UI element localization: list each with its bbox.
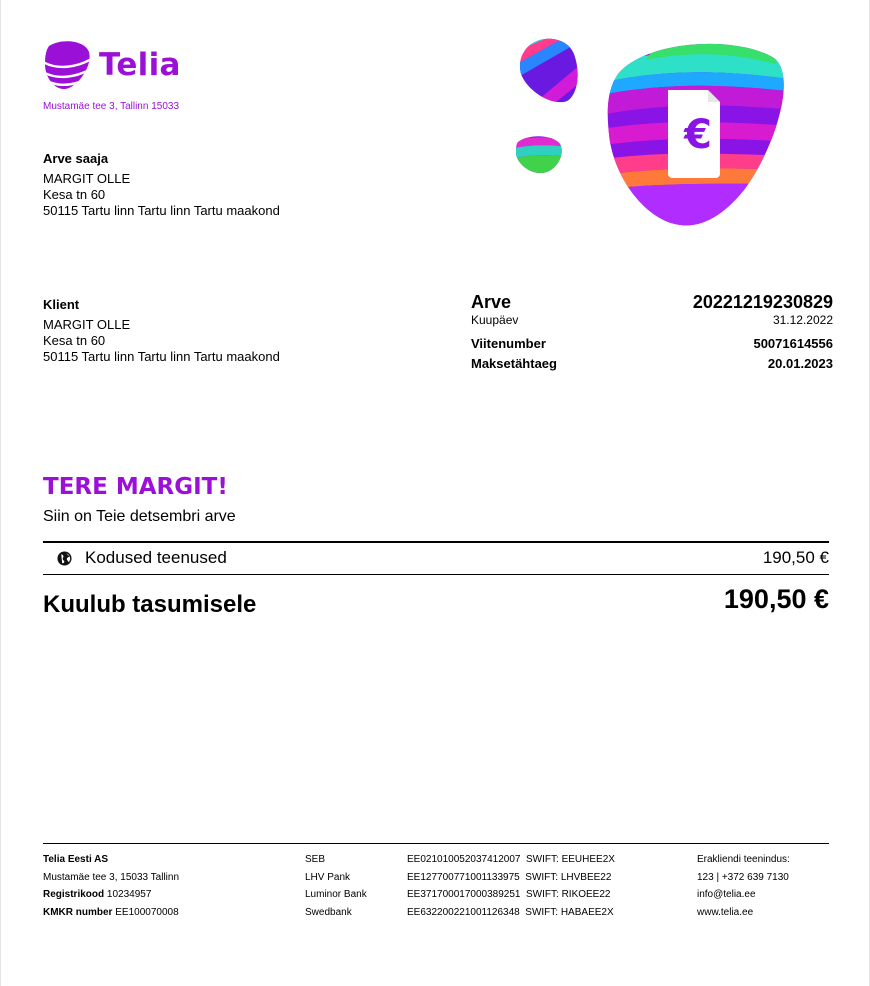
client-street: Kesa tn 60 [43, 333, 106, 348]
reg-code: 10234957 [106, 889, 152, 901]
client-label: Klient [43, 297, 80, 312]
service-website[interactable]: www.telia.ee [697, 906, 754, 918]
bank-swift: SWIFT: HABAEE2X [525, 906, 614, 918]
footer-divider [43, 843, 829, 844]
divider-bottom [43, 574, 829, 575]
invoice-date-label: Kuupäev [471, 313, 519, 327]
bank-iban: EE632200221001126348 [407, 906, 520, 918]
bank-swift: SWIFT: EEUHEE2X [526, 854, 615, 865]
company-name: Telia Eesti AS [43, 854, 109, 865]
bank-swift: SWIFT: RIKOEE22 [526, 889, 611, 901]
bank-iban: EE371700017000389251 [407, 889, 521, 901]
greeting-title: TERE MARGIT! [43, 474, 228, 500]
bank-swift: SWIFT: LHVBEE22 [525, 871, 612, 883]
euro-symbol: € [684, 112, 712, 158]
recipient-city: 50115 Tartu linn Tartu linn Tartu maakond [43, 203, 280, 218]
sender-address: Mustamäe tee 3, Tallinn 15033 [43, 101, 180, 112]
globe-icon [57, 551, 72, 566]
footer-company [43, 851, 179, 921]
client-name: MARGIT OLLE [43, 317, 131, 332]
line-item-amount: 190,50 € [762, 548, 829, 567]
due-date: 20.01.2023 [767, 356, 833, 371]
telia-logo-icon [43, 40, 91, 90]
colorful-shapes-illustration [506, 30, 791, 235]
invoice-meta [471, 292, 833, 374]
total-amount: 190,50 € [723, 584, 829, 614]
invoice-date: 31.12.2022 [772, 313, 833, 327]
recipient-street: Kesa tn 60 [43, 187, 106, 202]
line-item-label: Kodused teenused [85, 548, 227, 567]
recipient-label: Arve saaja [43, 151, 109, 166]
greeting-subtitle: Siin on Teie detsembri arve [43, 508, 236, 525]
total-label: Kuulub tasumisele [43, 591, 257, 618]
bank-name: Swedbank [305, 906, 352, 918]
footer-ibans [407, 851, 615, 921]
reg-code-label: Registrikood [43, 889, 105, 901]
recipient-block [43, 151, 280, 219]
footer-service [697, 851, 790, 921]
reference-label: Viitenumber [471, 336, 546, 351]
bank-name: LHV Pank [305, 871, 351, 883]
telia-logo [43, 40, 181, 90]
client-block [43, 297, 280, 365]
due-date-label: Maksetähtaeg [471, 356, 557, 371]
service-email[interactable]: info@telia.ee [697, 889, 756, 901]
reference-number: 50071614556 [753, 336, 833, 351]
footer-banks [305, 851, 367, 921]
line-item [43, 548, 829, 568]
invoice-number: 20221219230829 [692, 292, 833, 312]
client-city: 50115 Tartu linn Tartu linn Tartu maakond [43, 349, 280, 364]
vat-label: KMKR number [43, 906, 113, 918]
service-phone: 123 | +372 639 7130 [697, 871, 789, 883]
total-row [43, 584, 829, 619]
vat-number: EE100070008 [115, 906, 179, 918]
divider-top [43, 541, 829, 543]
invoice-title: Arve [471, 292, 512, 312]
company-address: Mustamäe tee 3, 15033 Tallinn [43, 871, 180, 883]
decorative-art [506, 30, 791, 240]
bank-iban: EE021010052037412007 [407, 854, 521, 865]
bank-name: SEB [305, 854, 326, 865]
service-title: Erakliendi teenindus: [697, 854, 790, 865]
bank-iban: EE127700771001133975 [407, 871, 520, 883]
telia-wordmark: Telia [99, 47, 181, 83]
bank-name: Luminor Bank [305, 889, 367, 901]
recipient-name: MARGIT OLLE [43, 171, 131, 186]
